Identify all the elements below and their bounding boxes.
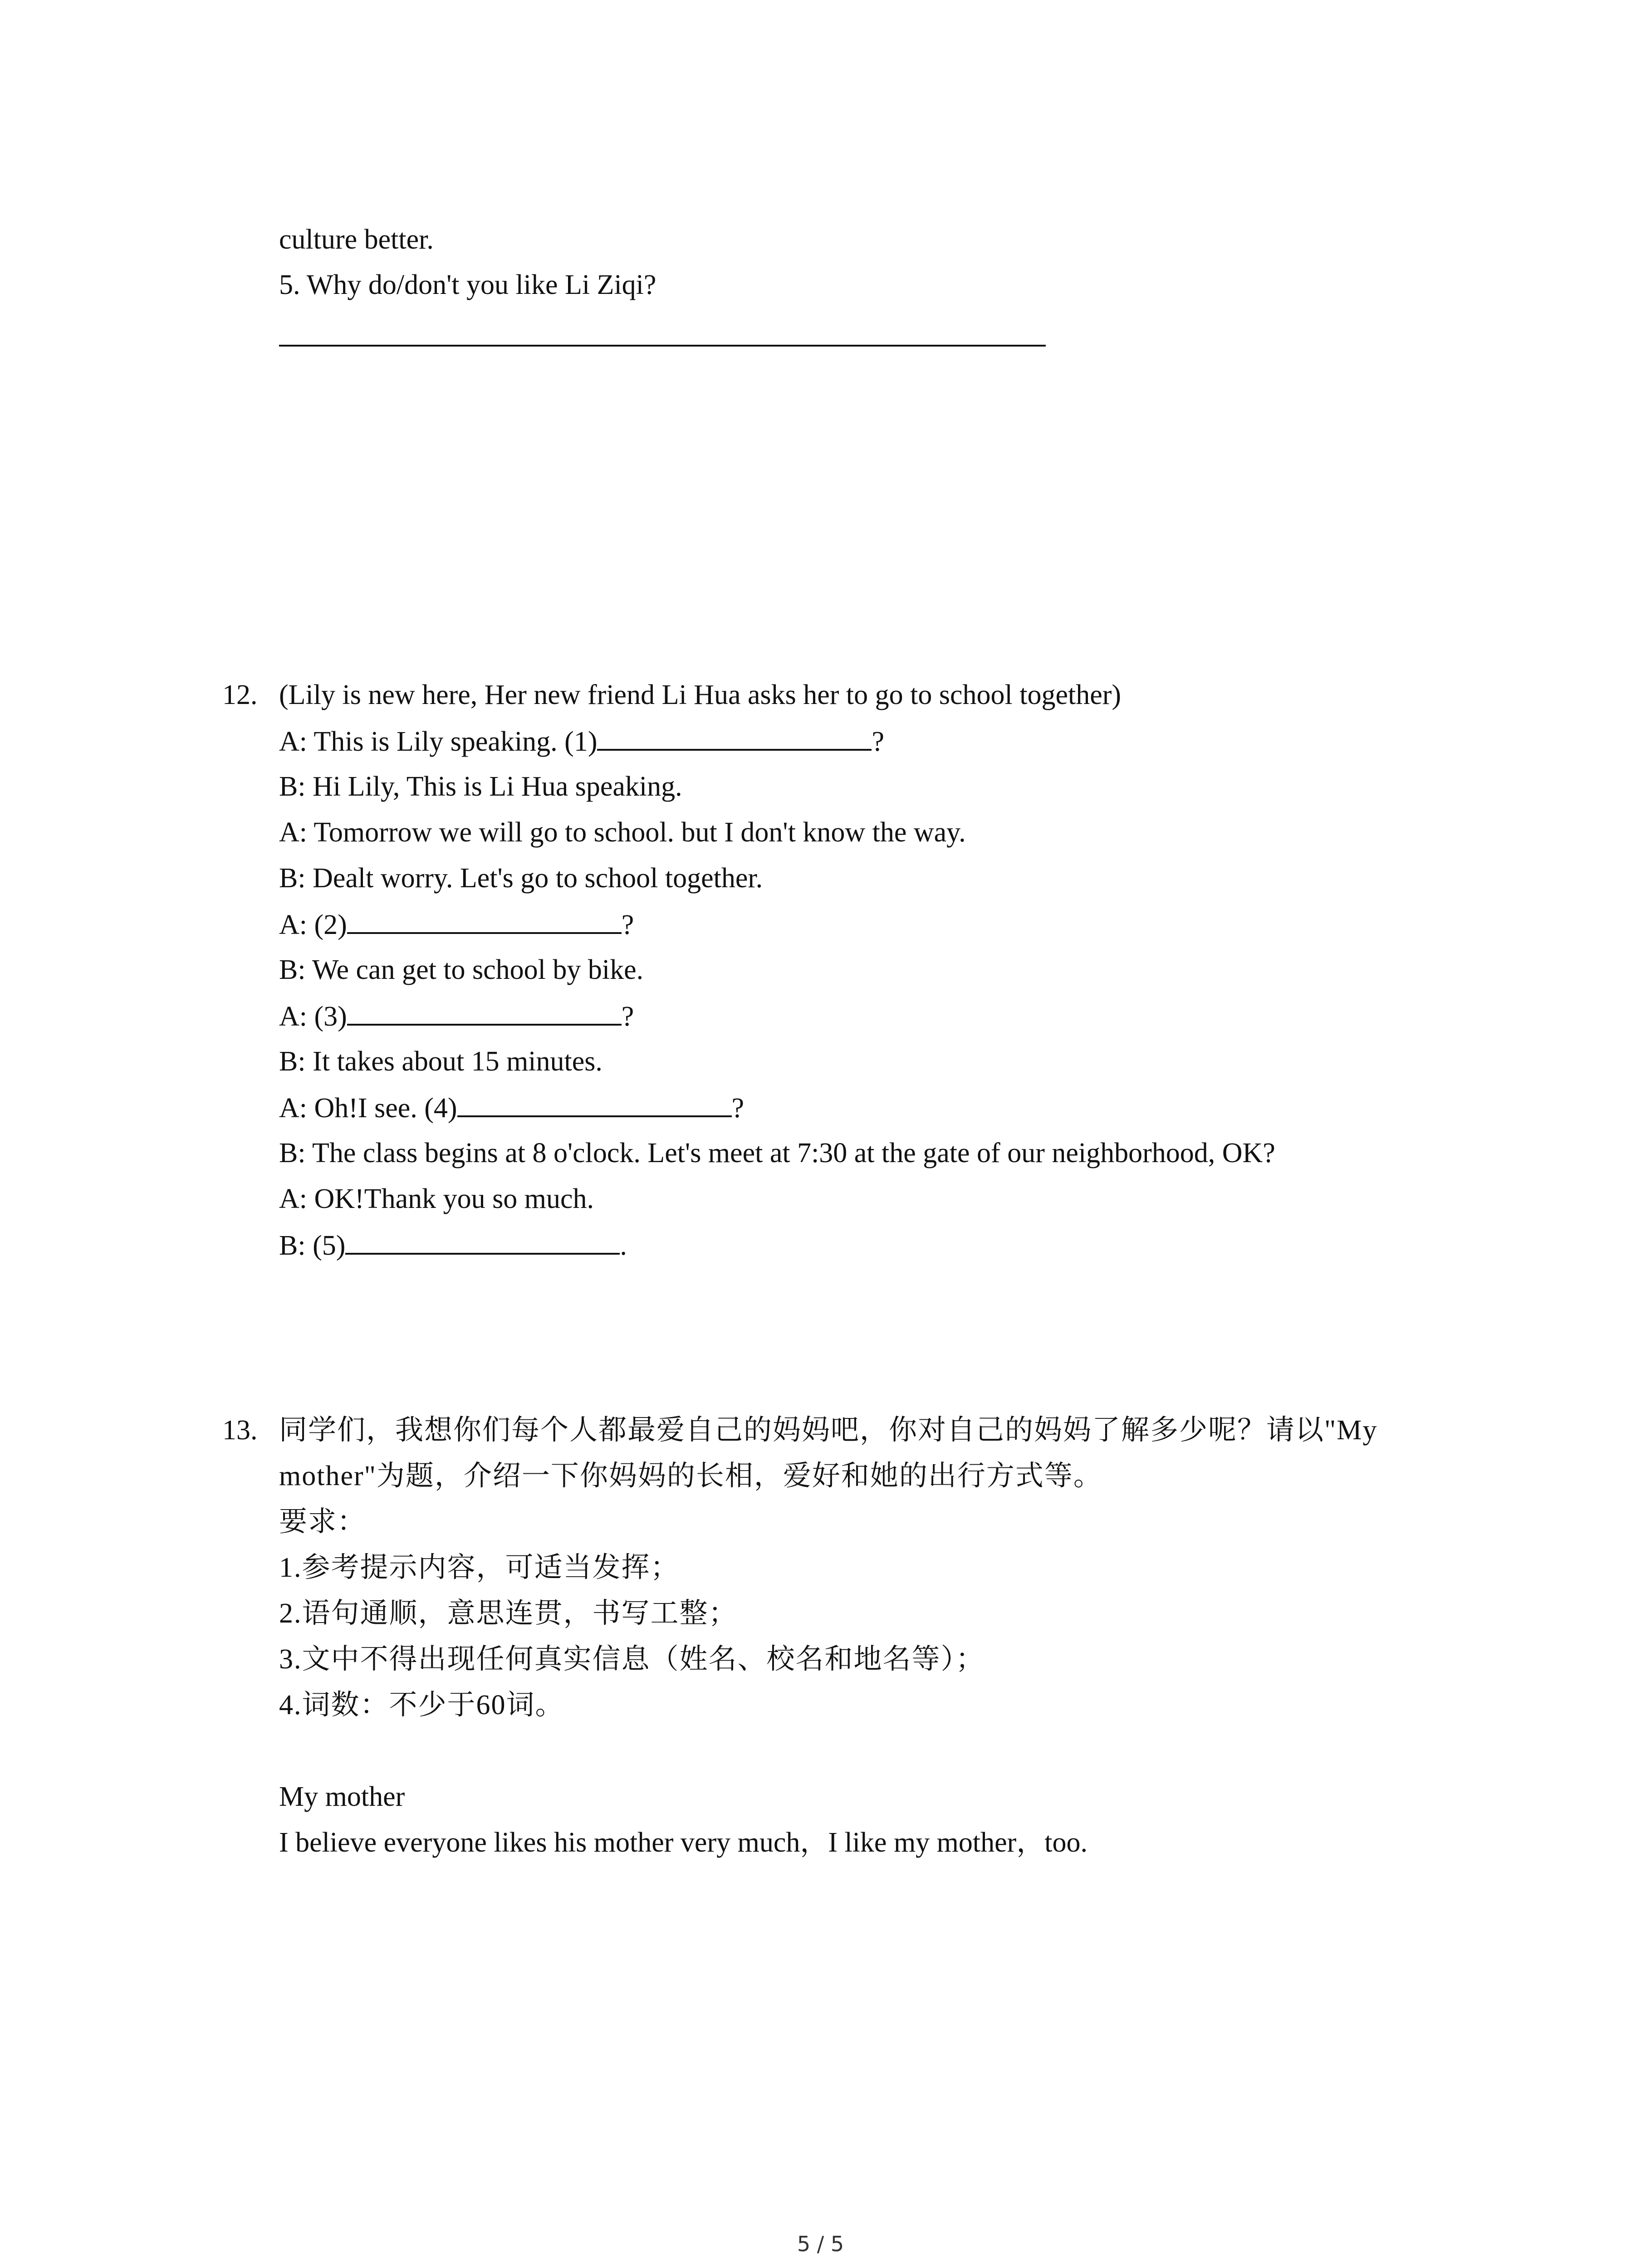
q12-line-3: A: Tomorrow we will go to school. but I don't know the way. [279, 817, 966, 848]
q12-line-5-end: ? [621, 909, 634, 940]
q12-line-5 [279, 906, 634, 943]
blank-2[interactable] [347, 906, 622, 934]
q12-line-1-text: A: This is Lily speaking. (1) [279, 726, 598, 757]
q12-line-2: B: Hi Lily, This is Li Hua speaking. [279, 771, 682, 802]
essay-start: I believe everyone likes his mother very much，I like my mother，too. [279, 1827, 1088, 1858]
q13-requirement-1: 1.参考提示内容，可适当发挥； [279, 1552, 680, 1583]
blank-4[interactable] [457, 1089, 732, 1117]
q12-line-11: A: OK!Thank you so much. [279, 1183, 594, 1214]
blank-3[interactable] [347, 997, 622, 1026]
q12-line-8: B: It takes about 15 minutes. [279, 1046, 603, 1077]
prev-question-5: 5. Why do/don't you like Li Ziqi? [279, 269, 656, 300]
q12-line-1-end: ? [872, 726, 884, 757]
blank-5[interactable] [345, 1227, 620, 1255]
q13-requirement-2: 2.语句通顺，意思连贯，书写工整； [279, 1598, 738, 1629]
q13-requirements-title: 要求： [279, 1506, 367, 1537]
q13-prompt-line-2: mother"为题，介绍一下你妈妈的长相，爱好和她的出行方式等。 [279, 1461, 1102, 1491]
q12-line-5-text: A: (2) [279, 909, 347, 940]
q12-line-4: B: Dealt worry. Let's go to school together. [279, 863, 763, 894]
blank-1[interactable] [597, 723, 872, 751]
q13-requirement-4: 4.词数：不少于60词。 [279, 1690, 564, 1721]
q12-line-7 [279, 997, 634, 1035]
page-number: 5 / 5 [797, 2232, 844, 2256]
q12-line-9-end: ? [731, 1093, 745, 1124]
q13-requirement-3: 3.文中不得出现任何真实信息（姓名、校名和地名等）； [279, 1644, 985, 1675]
q13-number: 13. [222, 1415, 258, 1446]
q12-intro: (Lily is new here, Her new friend Li Hua asks her to go to school together) [279, 679, 1122, 710]
q12-line-9-text: A: Oh!I see. (4) [279, 1093, 457, 1124]
q12-number: 12. [222, 679, 258, 710]
q12-line-10: B: The class begins at 8 o'clock. Let's meet at 7:30 at the gate of our neighborhood, OK? [279, 1138, 1275, 1168]
q13-prompt-line-1: 同学们，我想你们每个人都最爱自己的妈妈吧，你对自己的妈妈了解多少呢？请以"My [279, 1415, 1378, 1446]
prev-question-line: culture better. [279, 224, 434, 255]
q12-line-9 [279, 1089, 744, 1126]
q12-line-12-text: B: (5) [279, 1230, 346, 1261]
q12-line-7-text: A: (3) [279, 1001, 347, 1032]
essay-title: My mother [279, 1781, 405, 1812]
q12-line-1 [279, 723, 884, 760]
q12-line-12-end: . [620, 1230, 627, 1261]
answer-line [279, 345, 1046, 347]
q12-line-7-end: ? [621, 1001, 634, 1032]
q12-line-12 [279, 1227, 627, 1264]
q12-line-6: B: We can get to school by bike. [279, 954, 644, 985]
